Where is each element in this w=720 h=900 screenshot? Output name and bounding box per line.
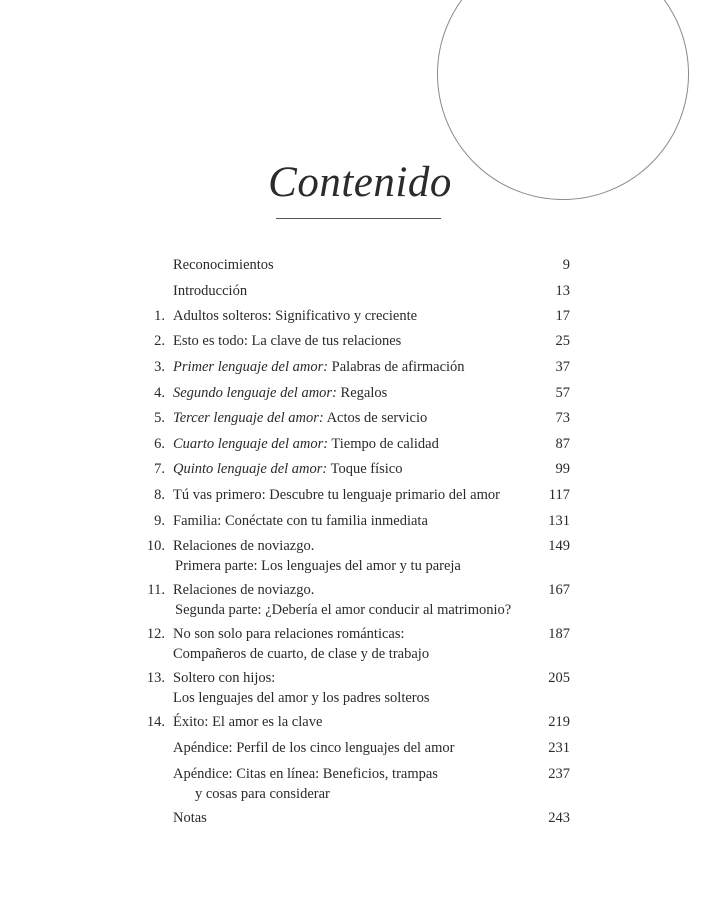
toc-entry-number: 9. — [154, 513, 165, 529]
toc-entry-page: 99 — [555, 461, 570, 477]
toc-entry-number: 11. — [147, 582, 165, 598]
toc-entry-title: No son solo para relaciones románticas: Compañeros de cuarto, de clase y de trabajo — [173, 624, 533, 664]
toc-entry-page: 117 — [548, 487, 570, 503]
toc-entry-page: 87 — [555, 436, 570, 452]
toc-entry-page: 13 — [555, 283, 570, 299]
toc-entry-title: Apéndice: Perfil de los cinco lenguajes del amor — [173, 740, 455, 756]
toc-entry-title: Segundo lenguaje del amor: Regalos — [173, 385, 388, 401]
toc-entry-number: 4. — [154, 385, 165, 401]
toc-entry-page: 37 — [555, 359, 570, 375]
toc-entry-number: 6. — [154, 436, 165, 452]
toc-entry-subtitle: Primera parte: Los lenguajes del amor y tu pareja — [175, 558, 461, 574]
toc-entry-page: 17 — [555, 308, 570, 324]
toc-entry-number: 10. — [146, 538, 165, 554]
toc-entry-number: 1. — [154, 308, 165, 324]
toc-entry-number: 12. — [146, 626, 165, 642]
toc-entry-page: 243 — [548, 810, 570, 826]
toc-entry-page: 57 — [555, 385, 570, 401]
page-title: Contenido — [268, 159, 452, 206]
toc-entry-title: Esto es todo: La clave de tus relaciones — [173, 333, 402, 349]
title-divider — [276, 218, 441, 219]
toc-entry-subtitle: y cosas para considerar — [195, 786, 330, 802]
toc-entry-page: 187 — [548, 626, 570, 642]
toc-entry-page: 73 — [555, 410, 570, 426]
toc-entry-page: 219 — [548, 714, 570, 730]
toc-entry-page: 9 — [562, 257, 570, 273]
toc-entry-title: Éxito: El amor es la clave — [173, 714, 323, 730]
toc-entry-title: Tú vas primero: Descubre tu lenguaje primario del amor — [173, 487, 500, 503]
toc-entry-title: Apéndice: Citas en línea: Beneficios, trampas y cosas para considerar — [173, 764, 533, 804]
toc-entry-title: Quinto lenguaje del amor: Toque físico — [173, 461, 403, 477]
toc-entry-page: 25 — [555, 333, 570, 349]
toc-entry-number: 14. — [146, 714, 165, 730]
toc-entry-title: Familia: Conéctate con tu familia inmediata — [173, 513, 428, 529]
toc-entry-page: 205 — [548, 670, 570, 686]
toc-entry-number: 8. — [154, 487, 165, 503]
toc-entry-title: Adultos solteros: Significativo y creciente — [173, 308, 418, 324]
toc-entry-number: 2. — [154, 333, 165, 349]
toc-entry-page: 231 — [548, 740, 570, 756]
toc-entry-title: Relaciones de noviazgo. Segunda parte: ¿Debería el amor conducir al matrimonio? — [173, 580, 533, 620]
toc-entry-title: Relaciones de noviazgo. Primera parte: Los lenguajes del amor y tu pareja — [173, 536, 533, 576]
toc-entry-title: Cuarto lenguaje del amor: Tiempo de calidad — [173, 436, 439, 452]
toc-entry-page: 149 — [548, 538, 570, 554]
toc-entry-title: Reconocimientos — [173, 257, 274, 273]
toc-entry-title: Introducción — [173, 283, 248, 299]
toc-entry-subtitle: Compañeros de cuarto, de clase y de trabajo — [173, 646, 430, 662]
toc-entry-number: 5. — [154, 410, 165, 426]
toc-entry-title: Tercer lenguaje del amor: Actos de servicio — [173, 410, 428, 426]
toc-entry-subtitle: Los lenguajes del amor y los padres solteros — [173, 690, 430, 706]
toc-entry-title: Soltero con hijos: Los lenguajes del amor y los padres solteros — [173, 668, 533, 708]
toc-entry-title: Primer lenguaje del amor: Palabras de afirmación — [173, 359, 465, 375]
toc-entry-page: 167 — [548, 582, 570, 598]
toc-entry-page: 237 — [548, 766, 570, 782]
toc-entry-number: 3. — [154, 359, 165, 375]
toc-entry-subtitle: Segunda parte: ¿Debería el amor conducir al matrimonio? — [175, 602, 512, 618]
toc-entry-page: 131 — [548, 513, 570, 529]
toc-entry-title: Notas — [173, 810, 207, 826]
toc-entry-number: 7. — [154, 461, 165, 477]
toc-entry-number: 13. — [146, 670, 165, 686]
